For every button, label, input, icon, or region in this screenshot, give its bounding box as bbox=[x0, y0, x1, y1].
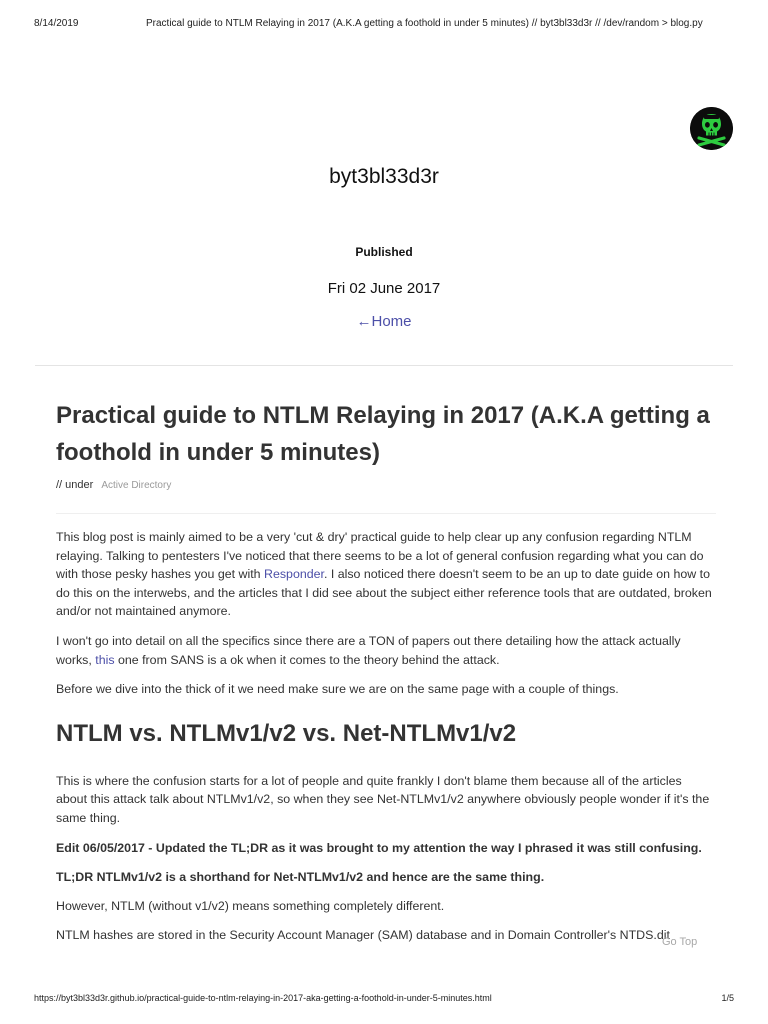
details-paragraph bbox=[56, 632, 716, 669]
published-date: Fri 02 June 2017 bbox=[327, 280, 441, 297]
page-number: 1/5 bbox=[721, 993, 734, 1003]
details-text-end: one from SANS is a ok when it comes to the theory behind the attack. bbox=[114, 652, 500, 667]
post-title: Practical guide to NTLM Relaying in 2017 (A.K.A getting a foothold in under 5 minutes) bbox=[56, 402, 710, 466]
responder-link[interactable]: Responder bbox=[264, 567, 324, 582]
ntlm-hashes-paragraph: NTLM hashes are stored in the Security Account Manager (SAM) database and in Domain Controller's NTDS.dit bbox=[56, 928, 670, 943]
category-link[interactable]: Active Directory bbox=[101, 480, 172, 491]
header-divider bbox=[35, 365, 733, 366]
print-footer bbox=[34, 993, 734, 1007]
intro-text-end: . I also noticed there doesn't seem to be an up to date guide on how to do this on the interwebs, and the articles that I did see about the subject either reference tools that are outdated, broken and/or not maintained anymore. bbox=[56, 567, 712, 619]
print-date: 8/14/2019 bbox=[34, 18, 79, 29]
published-label: Published bbox=[355, 245, 413, 259]
tldr-paragraph: TL;DR NTLMv1/v2 is a shorthand for Net-NTLMv1/v2 and hence are the same thing. bbox=[56, 870, 545, 885]
edit-note: Edit 06/05/2017 - Updated the TL;DR as it was brought to my attention the way I phrased it was still confusing. bbox=[56, 840, 702, 855]
go-top-link[interactable]: Go Top bbox=[662, 936, 698, 948]
article bbox=[56, 397, 716, 945]
ntlm-different-paragraph: However, NTLM (without v1/v2) means something completely different. bbox=[56, 898, 445, 913]
site-title[interactable]: byt3bl33d3r bbox=[329, 165, 439, 188]
before-dive-paragraph: Before we dive into the thick of it we need make sure we are on the same page with a couple of things. bbox=[56, 682, 619, 697]
sans-paper-link[interactable]: this bbox=[95, 652, 115, 667]
details-text-start: I won't go into detail on all the specifics since there are a TON of papers out there detailing how the attack actually works, bbox=[56, 633, 681, 667]
intro-text-start: This blog post is mainly aimed to be a very 'cut & dry' practical guide to help clear up any confusion regarding NTLM relaying. Talking to pentesters I've noticed that there seems to be a lot of general confusion regarding what you can do with those pesky hashes you get with bbox=[56, 530, 704, 582]
post-meta bbox=[56, 479, 716, 491]
intro-paragraph bbox=[56, 528, 716, 621]
skull-and-crossbones-icon[interactable] bbox=[690, 107, 733, 150]
home-link[interactable]: ←Home bbox=[356, 313, 412, 330]
print-document-title: Practical guide to NTLM Relaying in 2017 (A.K.A getting a foothold in under 5 minutes) // byt3bl33d3r // /dev/random > blog.py bbox=[146, 18, 703, 29]
print-header bbox=[34, 18, 734, 32]
article-divider bbox=[56, 513, 716, 514]
print-url: https://byt3bl33d3r.github.io/practical-guide-to-ntlm-relaying-in-2017-aka-getting-a-foothold-in-under-5-minutes.html bbox=[34, 993, 492, 1003]
section-heading: NTLM vs. NTLMv1/v2 vs. Net-NTLMv1/v2 bbox=[56, 719, 517, 747]
confusion-paragraph: This is where the confusion starts for a lot of people and quite frankly I don't blame them because all of the articles about this attack talk about NTLMv1/v2, so when they see Net-NTLMv1/v2 anywhere obviously people wonder if it's the same thing. bbox=[56, 773, 710, 825]
meta-prefix: // under bbox=[56, 479, 94, 491]
